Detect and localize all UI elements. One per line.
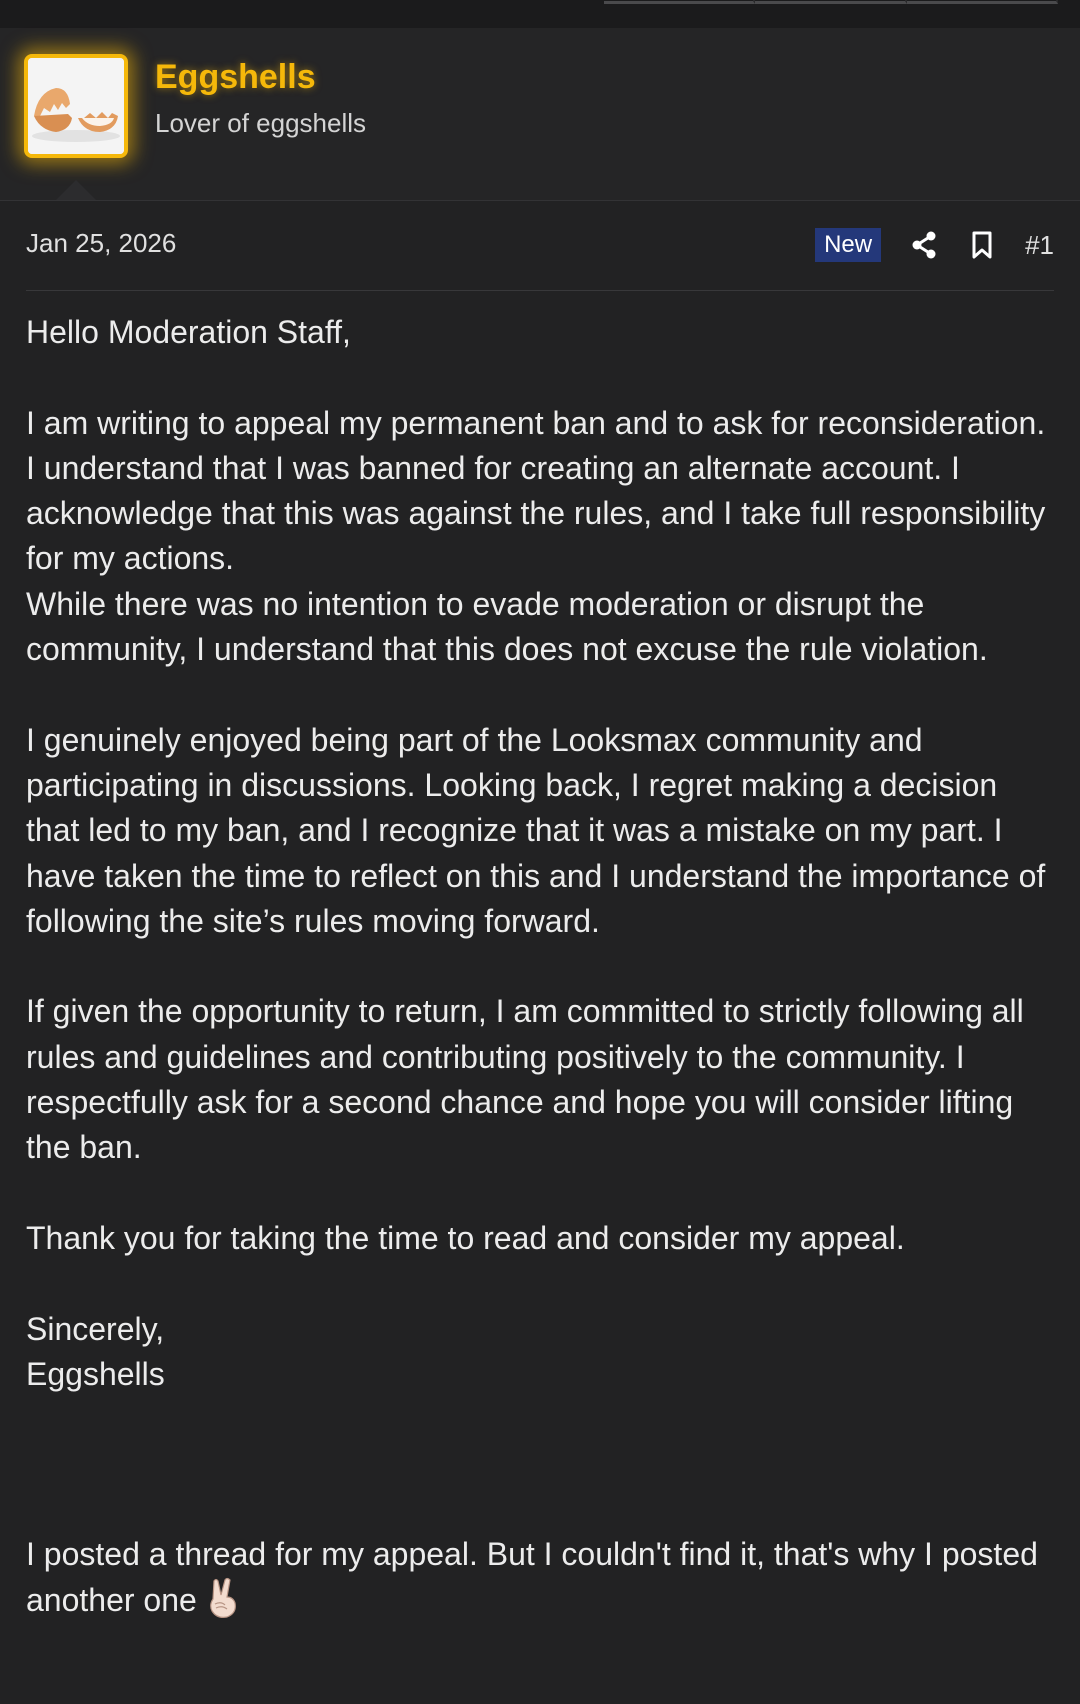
post-paragraph: If given the opportunity to return, I am committed to strictly following all rules and guidelines and contributing positively to the community. I respectfully ask for a second chance and hope you will consider lifting the ban.: [26, 993, 1024, 1166]
share-icon[interactable]: [909, 229, 939, 261]
post-paragraph: I am writing to appeal my permanent ban and to ask for reconsideration.: [26, 404, 1046, 441]
username[interactable]: Eggshells: [155, 58, 316, 96]
top-tabs[interactable]: [604, 0, 1058, 4]
eggshell-avatar-icon[interactable]: [24, 54, 128, 158]
post-author-header: [0, 28, 1080, 201]
post-paragraph: I understand that I was banned for creating an alternate account. I acknowledge that this was against the rules, and I take full responsibility for my actions.: [26, 449, 1046, 577]
user-title: Lover of eggshells: [155, 108, 367, 138]
post-closing: Sincerely,: [26, 1310, 165, 1347]
new-badge: New: [815, 228, 881, 262]
post-actions: [815, 228, 1054, 262]
post-signature: Eggshells: [26, 1355, 165, 1392]
post-body: [26, 310, 1056, 1632]
peace-sign-emoji-icon: [205, 1577, 241, 1631]
top-tab[interactable]: [604, 0, 755, 4]
post-paragraph: Thank you for taking the time to read and consider my appeal.: [26, 1219, 905, 1256]
post-meta-bar: [26, 210, 1054, 291]
post-paragraph: I genuinely enjoyed being part of the Looksmax community and participating in discussions. Looking back, I regret making a decision that led to my ban, and I recognize that it was a mistake on my part. I have taken the time to reflect on this and I understand the importance of following the site’s rules moving forward.: [26, 721, 1046, 939]
top-tab[interactable]: [755, 0, 906, 4]
top-navigation-bar: [0, 0, 1080, 28]
bookmark-icon[interactable]: [967, 229, 997, 261]
post-postscript: [26, 1532, 1056, 1632]
post-greeting: Hello Moderation Staff,: [26, 314, 351, 350]
post-date[interactable]: Jan 25, 2026: [26, 228, 177, 258]
avatar-image: [28, 58, 124, 154]
top-tab[interactable]: [907, 0, 1058, 4]
post-number-link[interactable]: #1: [1025, 229, 1054, 260]
message-caret: [56, 180, 96, 200]
postscript-text: I posted a thread for my appeal. But I couldn't find it, that's why I posted another one: [26, 1536, 1038, 1619]
post-paragraph: While there was no intention to evade moderation or disrupt the community, I understand that this does not excuse the rule violation.: [26, 585, 988, 668]
